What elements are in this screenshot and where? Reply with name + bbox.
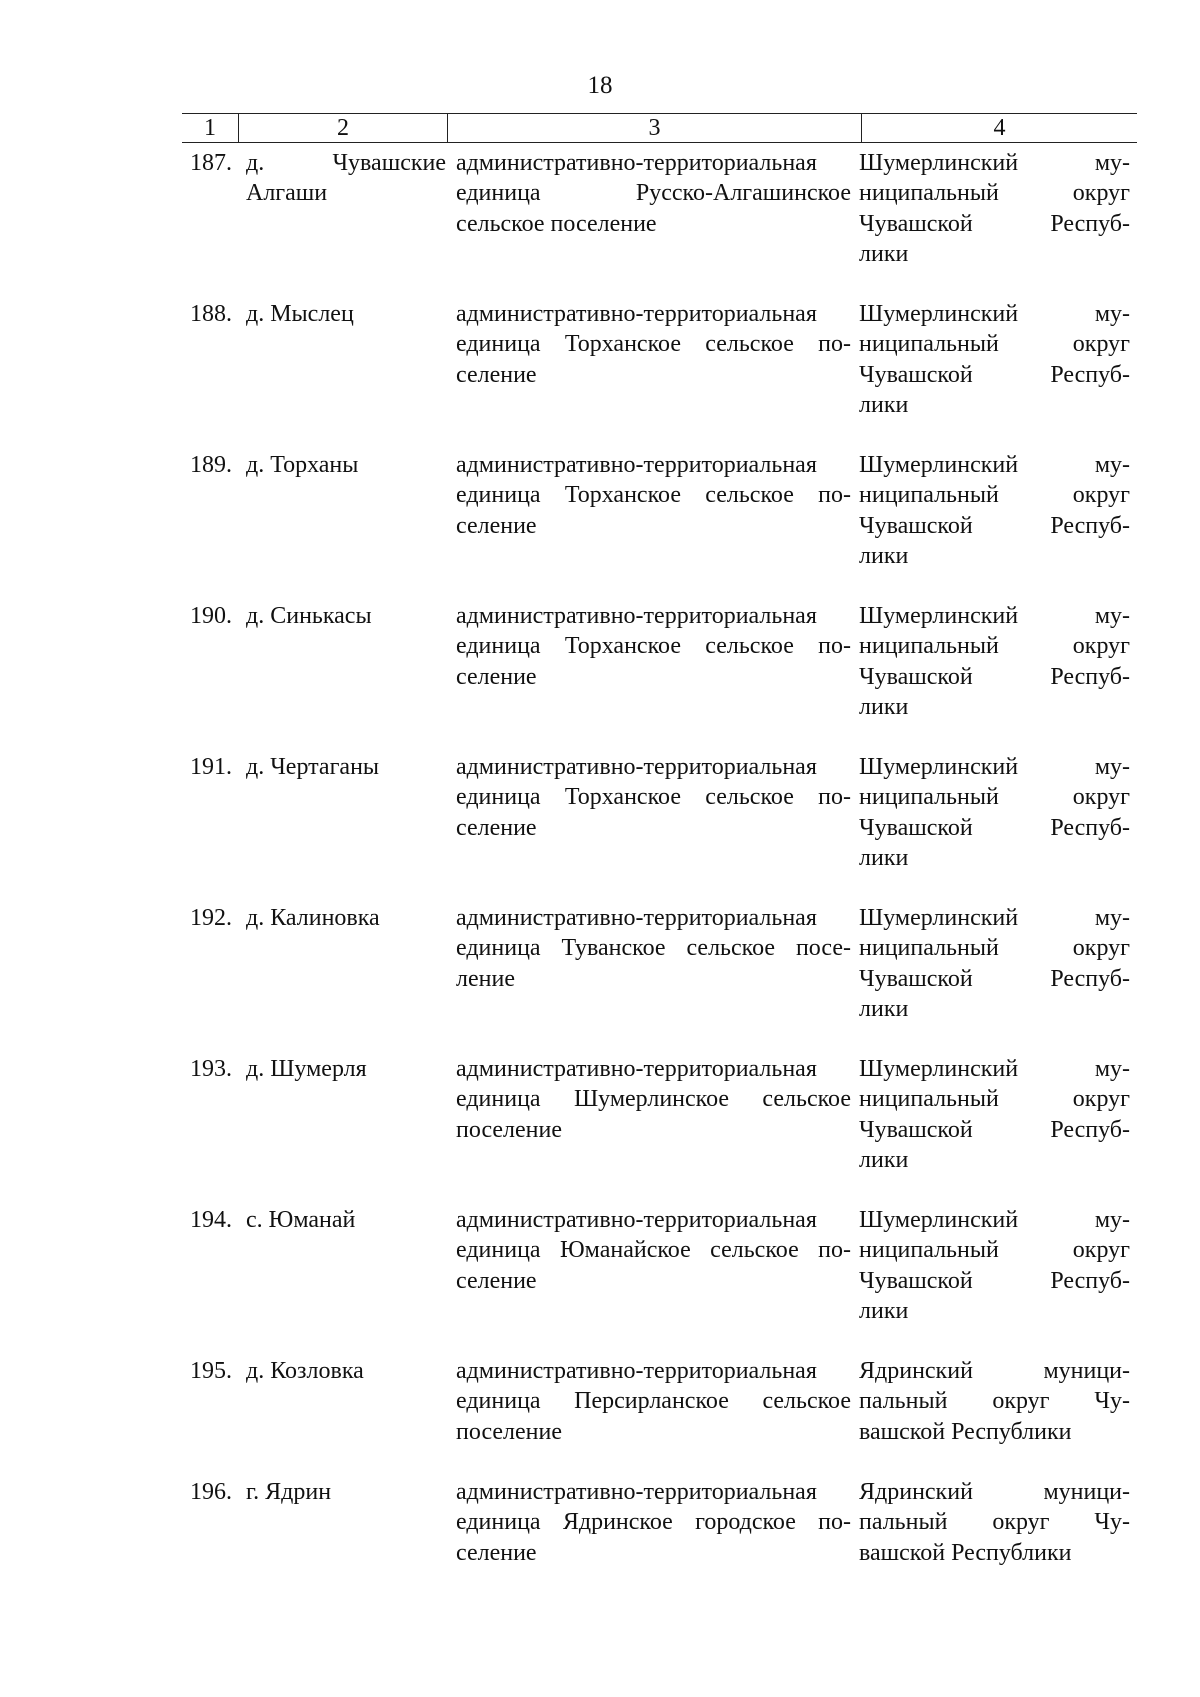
settlement-name: д. Калиновка [246,905,380,931]
settlement-name: д. Мыслец [246,301,354,327]
municipal-okrug: Шумерлинский му- ниципальный округ Чувашской Респуб- лики [859,1056,1130,1174]
table-row [182,148,1134,299]
table-row [182,903,1134,1054]
row-number: 189. [190,452,232,478]
row-number: 190. [190,603,232,629]
settlement-name: д. Чертаганы [246,754,380,780]
administrative-unit: административно-территориальная единица Торханское сельское по- селение [456,301,851,388]
settlement-name: д. Синькасы [246,603,372,629]
settlement-table-body [182,148,1134,1598]
municipal-okrug: Шумерлинский му- ниципальный округ Чувашской Респуб- лики [859,150,1130,268]
table-row [182,299,1134,450]
administrative-unit: административно-территориальная единица Шумерлинское сельское поселение [456,1056,851,1143]
administrative-unit: административно-территориальная единица Русско-Алгашинское сельское поселение [456,150,851,237]
column-header-2: 2 [239,114,448,143]
table-row [182,1205,1134,1356]
row-number: 192. [190,905,232,931]
table-row [182,1477,1134,1598]
administrative-unit: административно-территориальная единица Торханское сельское по- селение [456,754,851,841]
municipal-okrug: Шумерлинский му- ниципальный округ Чувашской Респуб- лики [859,301,1130,419]
table-row [182,1356,1134,1477]
municipal-okrug: Ядринский муници- пальный округ Чу- вашской Республики [859,1479,1130,1566]
row-number: 193. [190,1056,232,1082]
municipal-okrug: Шумерлинский му- ниципальный округ Чувашской Респуб- лики [859,452,1130,570]
settlement-name: с. Юманай [246,1207,356,1233]
settlement-name: д. Торханы [246,452,359,478]
administrative-unit: административно-территориальная единица Персирланское сельское поселение [456,1358,851,1445]
table-row [182,450,1134,601]
row-number: 196. [190,1479,232,1505]
row-number: 191. [190,754,232,780]
administrative-unit: административно-территориальная единица Ядринское городское по- селение [456,1479,851,1566]
row-number: 195. [190,1358,232,1384]
settlement-name: д. Шумерля [246,1056,367,1082]
row-number: 187. [190,150,232,176]
column-header-4: 4 [862,114,1138,143]
municipal-okrug: Шумерлинский му- ниципальный округ Чувашской Респуб- лики [859,754,1130,872]
administrative-unit: административно-территориальная единица Торханское сельское по- селение [456,603,851,690]
settlement-name: г. Ядрин [246,1479,332,1505]
municipal-okrug: Ядринский муници- пальный округ Чу- вашской Республики [859,1358,1130,1445]
settlement-name: д. Козловка [246,1358,364,1384]
page-number: 18 [587,72,613,99]
row-number: 194. [190,1207,232,1233]
column-header-1: 1 [182,114,239,143]
column-header-3: 3 [448,114,862,143]
table-row [182,1054,1134,1205]
column-header-row [182,113,1137,143]
municipal-okrug: Шумерлинский му- ниципальный округ Чувашской Респуб- лики [859,603,1130,721]
administrative-unit: административно-территориальная единица Туванское сельское посе- ление [456,905,851,992]
administrative-unit: административно-территориальная единица Юманайское сельское по- селение [456,1207,851,1294]
settlement-name: д. Чувашские Алгаши [246,150,446,207]
municipal-okrug: Шумерлинский му- ниципальный округ Чувашской Респуб- лики [859,1207,1130,1325]
table-row [182,601,1134,752]
administrative-unit: административно-территориальная единица Торханское сельское по- селение [456,452,851,539]
municipal-okrug: Шумерлинский му- ниципальный округ Чувашской Респуб- лики [859,905,1130,1023]
table-row [182,752,1134,903]
row-number: 188. [190,301,232,327]
